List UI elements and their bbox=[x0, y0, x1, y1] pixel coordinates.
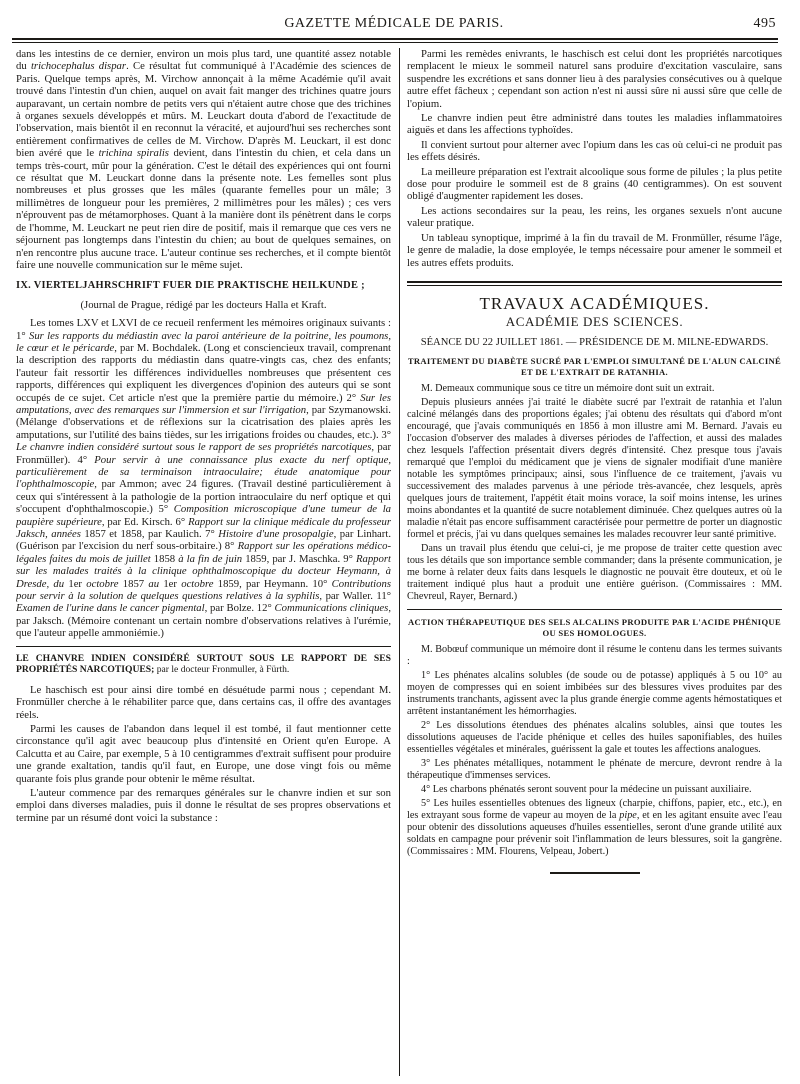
haschisch-summary-2: Le chanvre indien peut être administré dans toutes les maladies inflammatoires aiguës et dans les affections typhoïdes. bbox=[407, 112, 782, 137]
diabete-paragraph-3: Dans un travail plus étendu que celui-ci, je me propose de traiter cette question avec tous les détails que son importance semble commander; dans la présente communication, je me borne à relater deux faits dans lesquels le diagnostic ne pouvait être douteux, et où le traitement indiqué plus haut a produit une entière guérison. (Commissaires : MM. Chevreul, Rayer, Bernard.) bbox=[407, 543, 782, 603]
section-divider bbox=[16, 646, 391, 647]
header-rule-thick bbox=[12, 38, 778, 40]
haschisch-summary-1: Parmi les remèdes enivrants, le haschisch est celui dont les propriétés narcotiques remplacent le mieux le sommeil naturel sans produire d'excitation vasculaire, sans suspendre les excrétions et sans donner lieu à des paralysies consécutives ou à quelque autre effet fâcheux ; cependant son action n'est ni aussi sûre ni aussi sûre que celle de l'opium. bbox=[407, 48, 782, 110]
diabete-paragraph-1: M. Demeaux communique sous ce titre un mémoire dont suit un extrait. bbox=[421, 383, 715, 395]
haschisch-paragraph-2: Parmi les causes de l'abandon dans lequel il est tombé, il faut mentionner cette circonstance qu'il agit avec beaucoup plus d'intensité en Orient qu'en Europe. A Calcutta et au Caire, par exemple, 5 à 10 centigrammes d'extrait suffisent pour produire une grande exaltation, tandis qu'il faut, en Europe, une dose vingt fois ou même quarante fois plus grande pour obtenir le même résultat. bbox=[16, 722, 391, 785]
haschisch-summary-6: Un tableau synoptique, imprimé à la fin du travail de M. Fronmüller, résume l'âge, le genre de maladie, la dose employée, le temps nécessaire pour amener le sommeil et les autres effets produits. bbox=[407, 231, 782, 269]
phenique-heading: ACTION THÉRAPEUTIQUE DES SELS ALCALINS PRODUITE PAR L'ACIDE PHÉNIQUE OU SES HOMOLOGUES. bbox=[408, 617, 781, 639]
subsection-divider bbox=[407, 609, 782, 610]
haschisch-summary-5: Les actions secondaires sur la peau, les reins, les organes sexuels n'ont aucune valeur pratique. bbox=[407, 204, 782, 230]
section-ix-subheading: (Journal de Prague, rédigé par les docteurs Halla et Kraft. bbox=[80, 298, 327, 311]
seance-heading: SÉANCE DU 22 JUILLET 1861. — PRÉSIDENCE DE M. MILNE-EDWARDS. bbox=[420, 336, 769, 348]
phenique-item-3: 3° Les phénates métalliques, notamment le phénate de mercure, devront rendre à la thérapeutique d'immenses services. bbox=[407, 758, 782, 782]
section-ix-heading: IX. VIERTELJAHRSCHRIFT FUER DIE PRAKTISCHE HEILKUNDE ; bbox=[16, 280, 365, 292]
travaux-heading: TRAVAUX ACADÉMIQUES. bbox=[479, 293, 710, 313]
phenique-item-1: 1° Les phénates alcalins solubles (de soude ou de potasse) appliqués à 5 ou 10° au moyen de compresses qui en soient imbibées sur des blessures vives produites par des instruments tranchants, agissent avec la plus grande énergie comme agents hémostatiques et arrêtent instantanément les hémorrhagies. bbox=[407, 670, 782, 718]
chanvre-heading: LE CHANVRE INDIEN CONSIDÉRÉ SURTOUT SOUS LE RAPPORT DE SES PROPRIÉTÉS NARCOTIQUES; par le docteur Fronmuller, à Fürth. bbox=[16, 652, 391, 676]
left-column bbox=[16, 48, 391, 1078]
page-number: 495 bbox=[753, 16, 776, 31]
trichina-paragraph: dans les intestins de ce dernier, environ un mois plus tard, une quantité assez notable du trichocephalus dispar. Ce résultat fut communiqué à l'Académie des sciences de Paris. Quelque temps après, M. Virchow annonçait à la même Académie qu'il avait trouvé dans l'intestin d'un chien, auquel on avait fait manger des trichines quatre jours auparavant, un certain nombre de petits vers qui n'étaient autre chose que des trichines à organes sexuels développés et mûrs. M. Leuckart douta d'abord de l'exactitude de l'observation, mais bientôt il en reconnut la véracité, et aujourd'hui ses recherches sont entièrement confirmatives de celles de M. Virchow. D'après M. Leuckart, il est donc bien avéré que le trichina spiralis devient, dans l'intestin du chien, et cela dans un temps très-court, mûr pour la génération. C'est le détail des expériences qui ont fourni ce résultat que M. Leuckart donne dans la présente note. Les femelles sont plus nombreuses et plus grosses que les mâles (quarante femelles pour un mâle; 3 millimètres de longueur pour les premières, 2 millimètres pour les mâles) ; ces vers n'éprouvent pas de métamorphoses. Quant à la manière dont ils pénètrent dans le corps de l'homme, M. Leuckart ne peut rien dire de positif, mais il remarque que ces vers ne séjournent pas longtemps dans l'intestin du chien; au bout de quelques semaines, on n'en rencontre plus aucune trace. L'auteur continue ses recherches, et il compte bientôt faire une nouvelle communication sur le même sujet. bbox=[16, 48, 391, 271]
haschisch-paragraph-1: Le haschisch est pour ainsi dire tombé en désuétude parmi nous ; cependant M. Fronmüller cherche à le réhabiliter parce que, dans certains cas, il offre des avantages réels. bbox=[16, 683, 391, 721]
journal-title: GAZETTE MÉDICALE DE PARIS. bbox=[284, 16, 504, 31]
diabete-heading: TRAITEMENT DU DIABÈTE SUCRÉ PAR L'EMPLOI SIMULTANÉ DE L'ALUN CALCINÉ ET DE L'EXTRAIT DE RATANHIA. bbox=[407, 356, 782, 378]
prague-journal-paragraph: Les tomes LXV et LXVI de ce recueil renferment les mémoires originaux suivants : 1° Sur les rapports du médiastin avec la paroi antérieure de la poitrine, les poumons, le cœur et le péricarde, par M. Bochdalek. (Long et consciencieux travail, comprenant la description des rapports du médiastin dans quatre-vingts cas, chez des enfants; l'auteur fait ressortir les différences individuelles nombreuses que présentent ces rapports, différences qui expliquent les divergences d'opinion des auteurs qui se sont occupés de ce sujet. Cet article n'est que la première partie du mémoire.) 2° Sur les amputations, avec des remarques sur l'immersion et sur l'irrigation, par Szymanowski. (Mélange d'observations et de réflexions sur la cicatrisation des plaies après les amputations, sur l'utilité des bains tièdes, sur les irrigations froides ou chaudes, etc.). 3° Le chanvre indien considéré surtout sous le rapport de ses propriétés narcotiques, par Fronmüller). 4° Pour servir à une connaissance plus exacte du nerf optique, particulièrement de sa terminaison intraoculaire; étude anatomique pour l'ophthalmoscopie, par Ammon; avec 24 figures. (Travail destiné particulièrement à ceux qui s'intéressent à la pathologie de la portion intraoculaire du nerf optique et qui s'occupent d'ophthalmoscopie.) 5° Composition microscopique d'une tumeur de la paupière supérieure, par Ed. Kirsch. 6° Rapport sur la clinique médicale du professeur Jaksch, années 1857 et 1858, par Kaulich. 7° Histoire d'une prosopalgie, par Linhart. (Guérison par l'excision du nerf sous-orbitaire.) 8° Rapport sur les opérations médico-légales faites du mois de juillet 1858 à la fin de juin 1859, par J. Maschka. 9° Rapport sur les malades traités à la clinique ophthalmoscopique du docteur Heymann, à Dresde, du 1er octobre 1857 au 1er octobre 1859, par Heymann. 10° Contributions pour servir à la solution de quelques questions relatives à la syphilis, par Waller. 11° Examen de l'urine dans le cancer pigmental, par Bolze. 12° Communications cliniques, par Jaksch. (Mémoire contenant un certain nombre d'observations relatives à l'urémie, que l'auteur appelle ammoniémie.) bbox=[16, 317, 391, 640]
diabete-body bbox=[407, 383, 782, 603]
haschisch-paragraph-3: L'auteur commence par des remarques générales sur le chanvre indien et sur son emploi dans diverses maladies, puis il donne le résultat de ses propres observations et termine par un résumé dont voici la substance : bbox=[16, 786, 391, 824]
header-rule-thin bbox=[12, 42, 778, 43]
phenique-item-4: 4° Les charbons phénatés seront souvent pour la médecine un puissant auxiliaire. bbox=[421, 784, 752, 796]
page-header bbox=[12, 16, 776, 36]
section-double-rule bbox=[407, 281, 782, 286]
right-column bbox=[407, 48, 782, 1078]
phenique-item-2: 2° Les dissolutions étendues des phénates alcalins solubles, ainsi que toutes les dissolutions aqueuses de l'acide phénique et celles des huiles saponifiables, des huiles essentielles végétales et minérales, guérissent la gale et toutes les affections analogues. bbox=[407, 720, 782, 756]
phenique-body bbox=[407, 644, 782, 858]
diabete-paragraph-2: Depuis plusieurs années j'ai traité le diabète sucré par l'extrait de ratanhia et l'alun calciné mélangés dans des proportions égales; j'ai obtenu des résultats qui d'abord m'ont encouragé, que j'avais communiqués en 1856 à mon illustre ami M. Bernard. J'avais eu l'occasion d'observer des malades à diverses périodes de l'affection, et aussi des malades chez lesquels l'affection présentait divers degrés d'intensité. Chez presque tous j'avais remarqué que l'emploi du médicament que je viens de signaler modifiait d'une manière notable les symptômes principaux; ainsi, sous l'influence de ce traitement, j'avais vu successivement des malades parvenus à une période très-avancée, chez lesquels, après quelques jours de traitement, l'appétit était moins vorace, la soif moins intense, les urines moins abondantes et la quantité de sucre notablement diminuée. Chez quelques autres où la maladie n'était pas encore suffisamment caractérisée pour permettre de porter un diagnostic formel et précis, j'ai vu dans quelques semaines les malades recouvrer leur santé primitive. bbox=[407, 397, 782, 541]
end-rule bbox=[550, 872, 640, 874]
haschisch-summary-4: La meilleure préparation est l'extrait alcoolique sous forme de pilules ; la plus petite dose pour produire le sommeil est de 8 grains (40 centigrammes). On est souvent obligé d'augmenter rapidement les doses. bbox=[407, 165, 782, 203]
academie-heading: ACADÉMIE DES SCIENCES. bbox=[505, 314, 684, 330]
column-divider bbox=[399, 48, 400, 1076]
phenique-item-5: 5° Les huiles essentielles obtenues des ligneux (charpie, chiffons, papier, etc., etc.), en les extrayant sous forme de vapeur au moyen de la pipe, et en les agitant ensuite avec l'eau pour obtenir des dissolutions aqueuses d'huiles essentielles, seront d'une grande utilité aux soldats en campagne pour prévenir soit l'inflammation de leurs blessures, soit la gangrène. (Commissaires : MM. Flourens, Velpeau, Jobert.) bbox=[407, 798, 782, 858]
haschisch-summary-3: Il convient surtout pour alterner avec l'opium dans les cas où celui-ci ne produit pas les effets désirés. bbox=[407, 138, 782, 164]
phenique-paragraph-1: M. Bobœuf communique un mémoire dont il résume le contenu dans les termes suivants : bbox=[407, 644, 782, 668]
